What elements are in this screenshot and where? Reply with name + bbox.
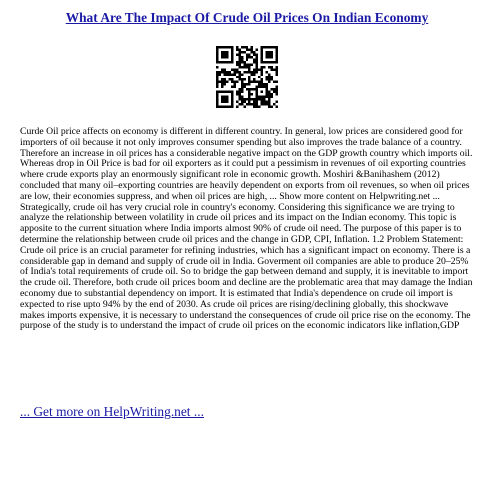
document-title-link[interactable]: What Are The Impact Of Crude Oil Prices On Indian Economy — [65, 10, 429, 25]
paragraph-2: Strategically, crude oil has very crucial role in country's economy. Considering this significance we are trying to analyze the relationship between volatility in crude oil prices and its impact on the Indian economy. This topic is apposite to the current situation where India imports almost 90% of crude oil need. The purpose of this paper is to determine the relationship between crude oil prices and the change in GDP, CPI, Inflation. 1.2 Problem Statement: Crude oil price is an crucial parameter for refining industries, which has a significant impact on economy. There is a considerable gap in demand and supply of crude oil in India. Goverment oil companies are able to produce 20–25% of India's total requirements of crude oil. So to bridge the gap between demand and supply, it is inevitable to import the crude oil. Therefore, both crude oil prices boom and decline are the problematic area that may damage the Indian economy due to substantial dependency on import. It is estimated that India's dependence on crude oil import is expected to rise upto 94% by the end of 2030. As crude oil prices are rising/declining globally, this shockwave makes imports expensive, it is necessary to understand the consequences of crude oil price rise on the economy. The purpose of the study is to understand the impact of crude oil prices on the economic indicators like inflation,GDP — [20, 201, 473, 332]
paragraph-1: Curde Oil price affects on economy is different in different country. In general, low prices are considered good for importers of oil because it not only improves consumer spending but also improves the trade balance of a country. Therefore an increase in oil prices has a considerable negative impact on the GDP growth country which imports oil. Whereas drop in Oil Price is bad for oil exporters as it could put a pessimism in revenues of oil exporting countries where crude exports play an enormously significant role in economic growth. Moshiri &Banihashem (2012) concluded that many oil–exporting countries are heavily dependent on exports from oil revenues, so when oil prices are low, their economies suppress, and when oil prices are high, ... Show more content on Helpwriting.net ... — [20, 126, 473, 202]
get-more-link[interactable]: ... Get more on HelpWriting.net ... — [20, 404, 204, 419]
qr-code-graphic — [216, 46, 278, 108]
qr-code-icon — [216, 46, 278, 108]
document-body — [20, 127, 475, 332]
